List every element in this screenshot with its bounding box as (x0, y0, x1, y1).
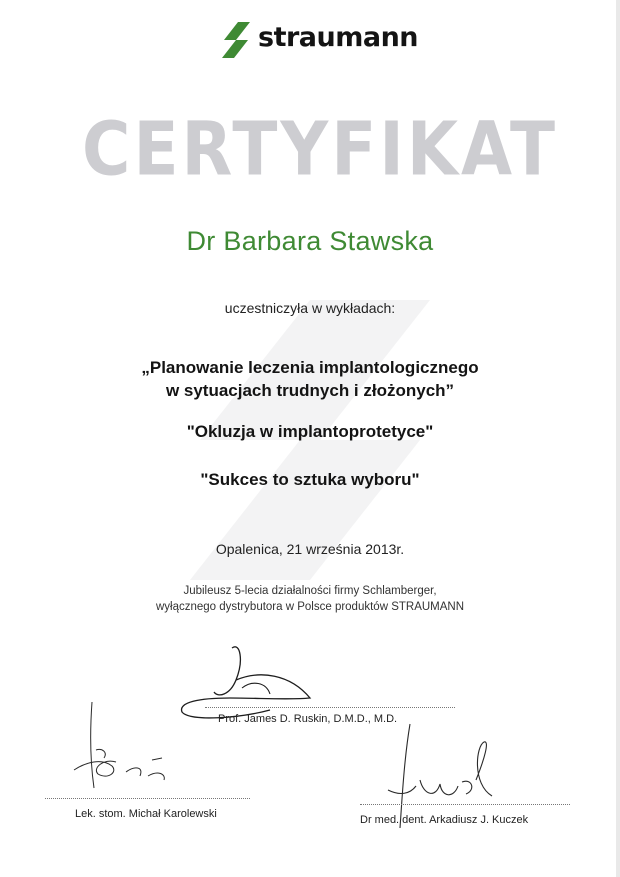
recipient-name: Dr Barbara Stawska (186, 226, 434, 256)
lecture-title: "Sukces to sztuka wyboru" (200, 470, 420, 489)
jubilee-line: Jubileusz 5-lecia działalności firmy Schlamberger, (183, 585, 437, 597)
brand-name: straumann (258, 22, 419, 53)
signature-karolewski (68, 700, 178, 790)
place-date: Opalenica, 21 września 2013r. (215, 541, 405, 557)
certificate-title: CERTYFIKAT (82, 106, 558, 193)
participation-text: uczestniczyła w wykładach: (224, 300, 396, 316)
brand-logo (220, 20, 420, 60)
straumann-logo-icon (220, 20, 254, 60)
lecture-line: „Planowanie leczenia implantologicznego (141, 358, 479, 377)
signatory-name: Dr med. dent. Arkadiusz J. Kuczek (360, 814, 529, 826)
signatory-name: Lek. stom. Michał Karolewski (75, 808, 217, 820)
signature-line (45, 798, 250, 799)
lecture-line: w sytuacjach trudnych i złożonych” (165, 381, 455, 400)
signature-ruskin (170, 640, 330, 720)
signature-line (205, 707, 455, 708)
jubilee-line: wyłącznego dystrybutora w Polsce produktów STRAUMANN (155, 601, 465, 613)
signature-line (360, 804, 570, 805)
signatory-name: Prof. James D. Ruskin, D.M.D., M.D. (218, 713, 398, 725)
page-edge (616, 0, 620, 877)
jubilee-note (60, 583, 560, 615)
lecture-title (40, 356, 580, 402)
lecture-title: "Okluzja w implantoprotetyce" (186, 422, 434, 441)
